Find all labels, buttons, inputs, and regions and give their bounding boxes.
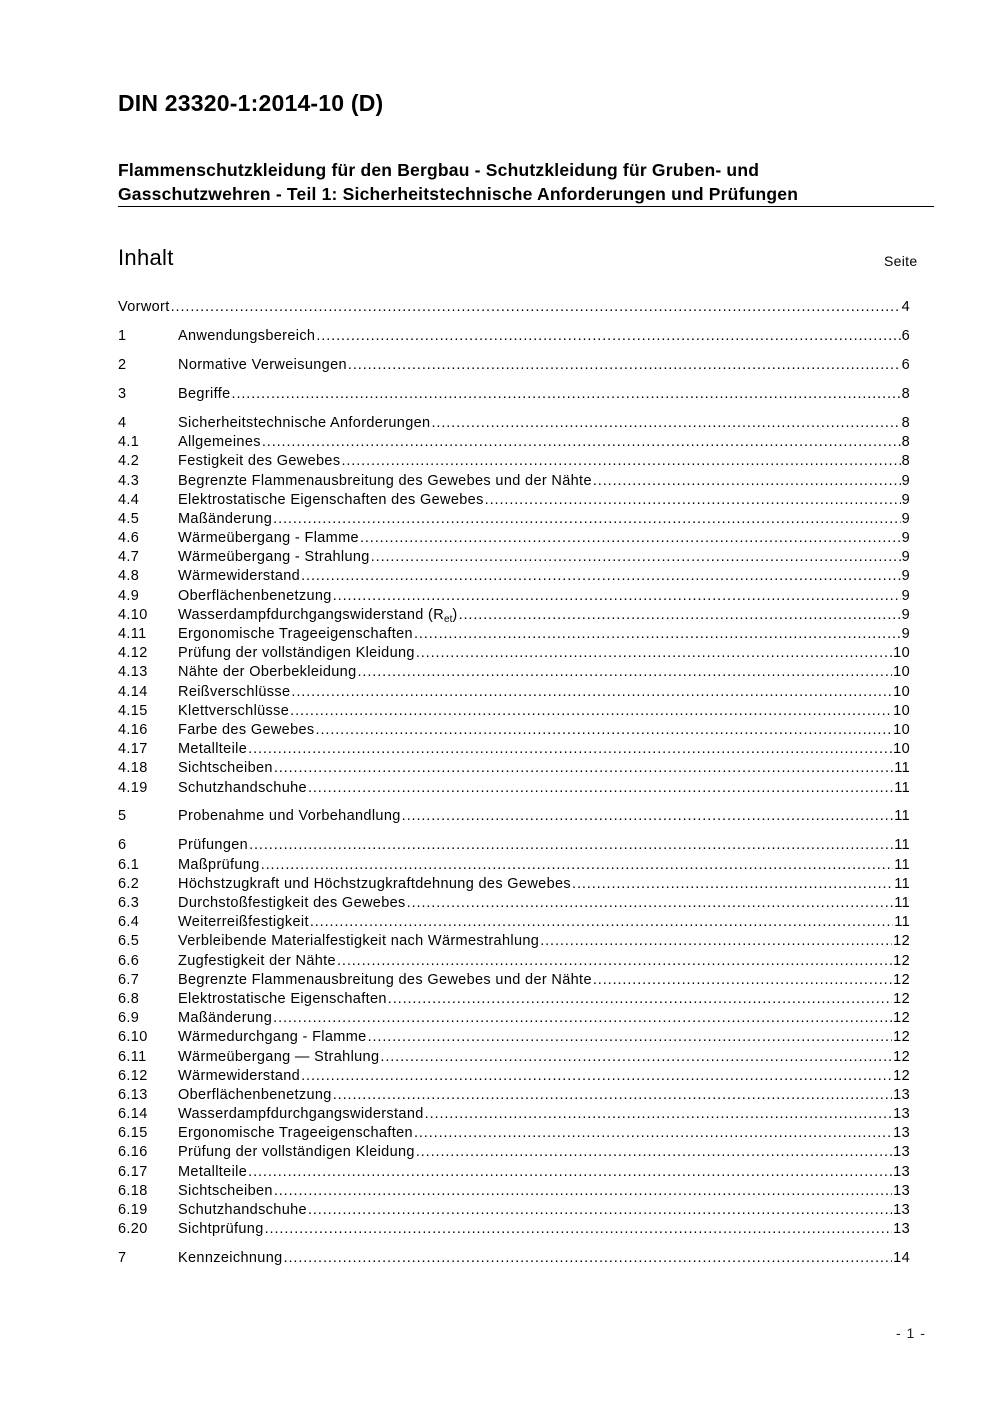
toc-entry[interactable]: [118, 1202, 910, 1221]
toc-dot-leader: [248, 741, 892, 757]
toc-dot-leader: [301, 568, 900, 584]
toc-entry[interactable]: [118, 299, 910, 318]
toc-entry-number: 4.1: [118, 434, 140, 451]
toc-entry-page: 8: [901, 434, 910, 451]
toc-entry[interactable]: [118, 895, 910, 914]
toc-entry-page: 6: [901, 356, 910, 373]
toc-entry[interactable]: [118, 741, 910, 760]
toc-entry-number: 4.15: [118, 702, 148, 719]
toc-entry-page: 13: [893, 1144, 910, 1161]
toc-entry-label: Begrenzte Flammenausbreitung des Gewebes und der Nähte: [178, 472, 592, 489]
toc-entry[interactable]: [118, 808, 910, 827]
toc-entry-number: 4.5: [118, 510, 140, 527]
toc-entry-label-suffix: ): [452, 606, 458, 623]
toc-entry[interactable]: [118, 1221, 910, 1240]
toc-dot-leader: [316, 722, 893, 738]
toc-entry-page: 9: [901, 530, 910, 547]
toc-dot-leader: [414, 1125, 892, 1141]
toc-entry-label: Probenahme und Vorbehandlung: [178, 808, 401, 825]
toc-dot-leader: [368, 1029, 893, 1045]
toc-entry-number: 6.2: [118, 875, 140, 892]
toc-entry[interactable]: [118, 684, 910, 703]
toc-entry-number: 4.3: [118, 472, 140, 489]
toc-entry-label-text: Wasserdampfdurchgangswiderstand (R: [178, 606, 445, 623]
toc-dot-leader: [416, 1144, 892, 1160]
toc-entry[interactable]: [118, 1029, 910, 1048]
toc-entry[interactable]: [118, 991, 910, 1010]
toc-entry-number: 6.5: [118, 933, 140, 950]
toc-dot-leader: [358, 664, 893, 680]
toc-entry[interactable]: [118, 645, 910, 664]
toc-entry-label: Begrenzte Flammenausbreitung des Gewebes und der Nähte: [178, 971, 592, 988]
toc-entry-label: Festigkeit des Gewebes: [178, 453, 341, 470]
toc-entry-label: Maßänderung: [178, 1010, 273, 1027]
toc-entry-number: 6.12: [118, 1067, 148, 1084]
toc-dot-leader: [593, 473, 901, 489]
toc-entry-page: 10: [893, 702, 910, 719]
toc-dot-leader: [291, 684, 892, 700]
toc-dot-leader: [402, 808, 894, 824]
toc-entry-label: Schutzhandschuhe: [178, 1202, 307, 1219]
toc-entry-label: Normative Verweisungen: [178, 356, 347, 373]
toc-dot-leader: [593, 972, 892, 988]
toc-entry-page: 13: [893, 1125, 910, 1142]
toc-entry-number: 6.8: [118, 990, 140, 1007]
toc-entry-label: Klettverschlüsse: [178, 702, 290, 719]
toc-entry[interactable]: [118, 453, 910, 472]
toc-entry-label: Wärmedurchgang - Flamme: [178, 1029, 367, 1046]
toc-entry[interactable]: [118, 357, 910, 376]
toc-entry[interactable]: [118, 626, 910, 645]
toc-entry-number: 6.20: [118, 1221, 148, 1238]
toc-dot-leader: [459, 607, 901, 623]
toc-entry-number: 6.9: [118, 1010, 140, 1027]
toc-entry-page: 11: [894, 779, 910, 796]
toc-entry-label: Reißverschlüsse: [178, 683, 291, 700]
toc-entry-number: 4.2: [118, 453, 140, 470]
toc-entry-page: 12: [893, 952, 910, 969]
toc-entry-page: 12: [893, 1048, 910, 1065]
toc-entry[interactable]: [118, 1068, 910, 1087]
toc-entry-label: Wärmeübergang — Strahlung: [178, 1048, 380, 1065]
toc-entry[interactable]: [118, 1010, 910, 1029]
toc-entry-page: 9: [901, 606, 910, 623]
toc-entry-page: 12: [893, 971, 910, 988]
title-line-1: Flammenschutzkleidung für den Bergbau - Schutzkleidung für Gruben- und: [118, 160, 760, 180]
toc-entry-page: 9: [901, 549, 910, 566]
toc-entry-label: Wärmeübergang - Flamme: [178, 530, 359, 547]
toc-entry-page: 10: [893, 683, 910, 700]
toc-entry[interactable]: [118, 386, 910, 405]
toc-entry[interactable]: [118, 857, 910, 876]
toc-entry-number: 4.13: [118, 664, 148, 681]
toc-dot-leader: [333, 588, 901, 604]
toc-entry-number: 4.17: [118, 741, 148, 758]
toc-dot-leader: [572, 876, 893, 892]
toc-entry-page: 11: [894, 875, 910, 892]
toc-entry[interactable]: [118, 549, 910, 568]
toc-dot-leader: [301, 1068, 892, 1084]
toc-dot-leader: [273, 1010, 892, 1026]
toc-entry-page: 9: [901, 510, 910, 527]
toc-entry-page: 9: [901, 587, 910, 604]
toc-dot-leader: [273, 511, 900, 527]
toc-entry-page: 9: [901, 472, 910, 489]
toc-entry[interactable]: [118, 415, 910, 434]
toc-entry-label: Verbleibende Materialfestigkeit nach Wärmestrahlung: [178, 933, 540, 950]
toc-entry-label: Metallteile: [178, 1163, 248, 1180]
toc-entry-number: 6.16: [118, 1144, 148, 1161]
toc-dot-leader: [274, 1183, 892, 1199]
toc-entry-number: 6.14: [118, 1106, 148, 1123]
toc-entry-page: 13: [893, 1106, 910, 1123]
toc-entry-number: 6.4: [118, 914, 140, 931]
toc-entry-label: Allgemeines: [178, 434, 261, 451]
toc-entry[interactable]: [118, 664, 910, 683]
toc-entry[interactable]: [118, 780, 910, 799]
toc-entry[interactable]: [118, 972, 910, 991]
toc-entry[interactable]: [118, 434, 910, 453]
toc-entry-number: 7: [118, 1250, 127, 1267]
toc-dot-leader: [274, 760, 893, 776]
toc-entry[interactable]: [118, 607, 910, 626]
toc-entry-label: Prüfung der vollständigen Kleidung: [178, 645, 415, 662]
toc-entry-number: 4.11: [118, 626, 147, 642]
toc-entry-label: Ergonomische Trageeigenschaften: [178, 1125, 413, 1142]
toc-entry[interactable]: [118, 1183, 910, 1202]
toc-entry-label: Schutzhandschuhe: [178, 779, 307, 796]
toc-entry-page: 12: [893, 1010, 910, 1027]
toc-entry-label: Maßprüfung: [178, 856, 260, 873]
toc-entry-page: 11: [894, 808, 910, 825]
toc-entry[interactable]: [118, 1106, 910, 1125]
toc-dot-leader: [360, 530, 901, 546]
toc-entry-page: 6: [901, 327, 910, 344]
toc-entry-page: 10: [893, 741, 910, 758]
title-divider: [118, 206, 934, 207]
toc-entry-number: 6.18: [118, 1182, 148, 1199]
toc-entry-label: Wärmewiderstand: [178, 568, 301, 585]
toc-entry[interactable]: [118, 511, 910, 530]
toc-entry[interactable]: [118, 722, 910, 741]
toc-entry-page: 11: [894, 895, 910, 912]
toc-entry-number: 6.13: [118, 1086, 148, 1103]
toc-entry-label: Vorwort: [118, 299, 170, 315]
toc-dot-leader: [310, 914, 893, 930]
toc-entry-label: Prüfungen: [178, 837, 249, 854]
toc-dot-leader: [290, 703, 892, 719]
toc-entry-number: 4.8: [118, 568, 140, 585]
toc-entry[interactable]: [118, 588, 910, 607]
toc-dot-leader: [265, 1221, 893, 1237]
toc-entry[interactable]: [118, 328, 910, 347]
toc-entry-page: 10: [893, 645, 910, 662]
toc-entry-number: 6.1: [118, 856, 140, 873]
toc-entry-page: 10: [893, 664, 910, 681]
table-of-contents: [118, 299, 910, 1269]
page-column-label: Seite: [884, 253, 918, 269]
toc-entry-number: 6.10: [118, 1029, 148, 1046]
toc-entry-page: 11: [894, 914, 910, 931]
toc-entry-number: 4.14: [118, 683, 148, 700]
toc-entry-label: Elektrostatische Eigenschaften des Gewebes: [178, 491, 484, 508]
toc-dot-leader: [485, 492, 901, 508]
toc-entry-label-subscript: et: [444, 613, 453, 625]
toc-entry-number: 6.15: [118, 1125, 148, 1142]
toc-dot-leader: [248, 1164, 892, 1180]
document-title: [118, 158, 938, 206]
toc-entry[interactable]: [118, 876, 910, 895]
toc-entry-page: 12: [893, 1067, 910, 1084]
toc-entry-number: 2: [118, 356, 127, 373]
toc-entry-page: 12: [893, 990, 910, 1007]
toc-entry-page: 8: [901, 453, 910, 470]
toc-entry-label: Anwendungsbereich: [178, 327, 316, 344]
toc-entry-label: Wasserdampfdurchgangswiderstand: [178, 1106, 424, 1123]
toc-dot-leader: [171, 299, 901, 315]
document-id: DIN 23320-1:2014-10 (D): [118, 90, 384, 116]
toc-entry-page: 13: [893, 1163, 910, 1180]
toc-entry-label: Höchstzugkraft und Höchstzugkraftdehnung des Gewebes: [178, 875, 572, 892]
toc-entry-number: 4.19: [118, 779, 148, 796]
toc-dot-leader: [414, 626, 901, 642]
toc-entry-number: 4.7: [118, 549, 140, 566]
toc-entry-label: Maßänderung: [178, 510, 273, 527]
toc-entry-page: 12: [893, 1029, 910, 1046]
toc-entry-page: 9: [901, 626, 910, 642]
toc-entry-label: Ergonomische Trageeigenschaften: [178, 626, 413, 642]
toc-entry-number: 6: [118, 837, 127, 854]
toc-dot-leader: [416, 645, 892, 661]
toc-entry[interactable]: [118, 914, 910, 933]
toc-entry-number: 6.19: [118, 1202, 148, 1219]
toc-entry-page: 4: [901, 299, 910, 315]
toc-entry-number: 4.4: [118, 491, 140, 508]
toc-entry-label: [178, 607, 458, 625]
toc-entry-number: 1: [118, 327, 127, 344]
toc-dot-leader: [333, 1087, 892, 1103]
toc-dot-leader: [431, 415, 900, 431]
toc-dot-leader: [308, 1202, 892, 1218]
toc-entry-number: 5: [118, 808, 127, 825]
toc-dot-leader: [232, 386, 901, 402]
toc-entry[interactable]: [118, 1049, 910, 1068]
toc-entry-number: 6.6: [118, 952, 140, 969]
toc-entry-number: 6.7: [118, 971, 140, 988]
toc-entry-number: 4.16: [118, 721, 148, 738]
toc-entry-page: 11: [894, 837, 910, 854]
toc-entry-page: 13: [893, 1086, 910, 1103]
toc-entry[interactable]: [118, 473, 910, 492]
toc-entry-label: Sicherheitstechnische Anforderungen: [178, 414, 431, 431]
toc-dot-leader: [380, 1049, 892, 1065]
toc-entry[interactable]: [118, 1087, 910, 1106]
toc-entry-number: 6.3: [118, 895, 140, 912]
toc-entry-label: Farbe des Gewebes: [178, 721, 315, 738]
toc-dot-leader: [371, 549, 901, 565]
toc-entry[interactable]: [118, 703, 910, 722]
toc-dot-leader: [261, 857, 894, 873]
toc-dot-leader: [341, 453, 900, 469]
toc-entry-page: 13: [893, 1182, 910, 1199]
toc-entry[interactable]: [118, 492, 910, 511]
toc-entry-label: Sichtscheiben: [178, 1182, 273, 1199]
toc-entry[interactable]: [118, 1144, 910, 1163]
toc-entry-page: 14: [893, 1250, 910, 1267]
toc-entry-page: 11: [894, 856, 910, 873]
toc-entry-label: Prüfung der vollständigen Kleidung: [178, 1144, 415, 1161]
toc-entry[interactable]: [118, 760, 910, 779]
toc-entry-number: 4.6: [118, 530, 140, 547]
toc-entry-label: Oberflächenbenetzung: [178, 587, 332, 604]
toc-entry-label: Weiterreißfestigkeit: [178, 914, 309, 931]
toc-entry[interactable]: [118, 837, 910, 856]
toc-entry[interactable]: [118, 933, 910, 952]
toc-entry-number: 6.11: [118, 1048, 147, 1065]
toc-dot-leader: [308, 780, 893, 796]
toc-entry-label: Elektrostatische Eigenschaften: [178, 990, 387, 1007]
toc-heading: Inhalt: [118, 245, 174, 270]
toc-entry-number: 3: [118, 385, 127, 402]
toc-dot-leader: [262, 434, 901, 450]
toc-entry-page: 13: [893, 1221, 910, 1238]
toc-entry[interactable]: [118, 530, 910, 549]
toc-entry-label: Wärmeübergang - Strahlung: [178, 549, 370, 566]
toc-dot-leader: [425, 1106, 893, 1122]
toc-entry-number: 4.10: [118, 606, 148, 623]
toc-entry[interactable]: [118, 1125, 910, 1144]
toc-entry-label: Sichtscheiben: [178, 760, 273, 777]
toc-dot-leader: [388, 991, 892, 1007]
toc-entry-label: Begriffe: [178, 385, 231, 402]
toc-entry-page: 9: [901, 568, 910, 585]
toc-dot-leader: [249, 837, 893, 853]
toc-entry[interactable]: [118, 568, 910, 587]
toc-entry-label: Oberflächenbenetzung: [178, 1086, 332, 1103]
toc-entry-page: 12: [893, 933, 910, 950]
toc-entry[interactable]: [118, 953, 910, 972]
toc-dot-leader: [348, 357, 901, 373]
toc-entry-page: 8: [901, 414, 910, 431]
toc-dot-leader: [540, 933, 892, 949]
toc-entry-label: Durchstoßfestigkeit des Gewebes: [178, 895, 406, 912]
toc-entry-page: 9: [901, 491, 910, 508]
toc-dot-leader: [407, 895, 894, 911]
title-line-2: Gasschutzwehren - Teil 1: Sicherheitstechnische Anforderungen und Prüfungen: [118, 184, 799, 204]
toc-entry-page: 11: [894, 760, 910, 777]
toc-entry-number: 4.18: [118, 760, 148, 777]
toc-entry-label: Zugfestigkeit der Nähte: [178, 952, 336, 969]
toc-entry-page: 10: [893, 721, 910, 738]
toc-dot-leader: [337, 953, 892, 969]
toc-entry-number: 4: [118, 414, 127, 431]
toc-entry-number: 6.17: [118, 1163, 148, 1180]
toc-dot-leader: [284, 1250, 893, 1266]
toc-entry-number: 4.12: [118, 645, 148, 662]
toc-dot-leader: [316, 328, 900, 344]
toc-entry-page: 13: [893, 1202, 910, 1219]
toc-entry-number: 4.9: [118, 587, 140, 604]
toc-entry-label: Sichtprüfung: [178, 1221, 264, 1238]
toc-entry[interactable]: [118, 1164, 910, 1183]
toc-entry-label: Kennzeichnung: [178, 1250, 283, 1267]
toc-entry-label: Nähte der Oberbekleidung: [178, 664, 357, 681]
toc-entry-label: Metallteile: [178, 741, 248, 758]
toc-entry-page: 8: [901, 385, 910, 402]
page-number-footer: - 1 -: [896, 1325, 926, 1341]
toc-entry[interactable]: [118, 1250, 910, 1269]
toc-entry-label: Wärmewiderstand: [178, 1067, 301, 1084]
